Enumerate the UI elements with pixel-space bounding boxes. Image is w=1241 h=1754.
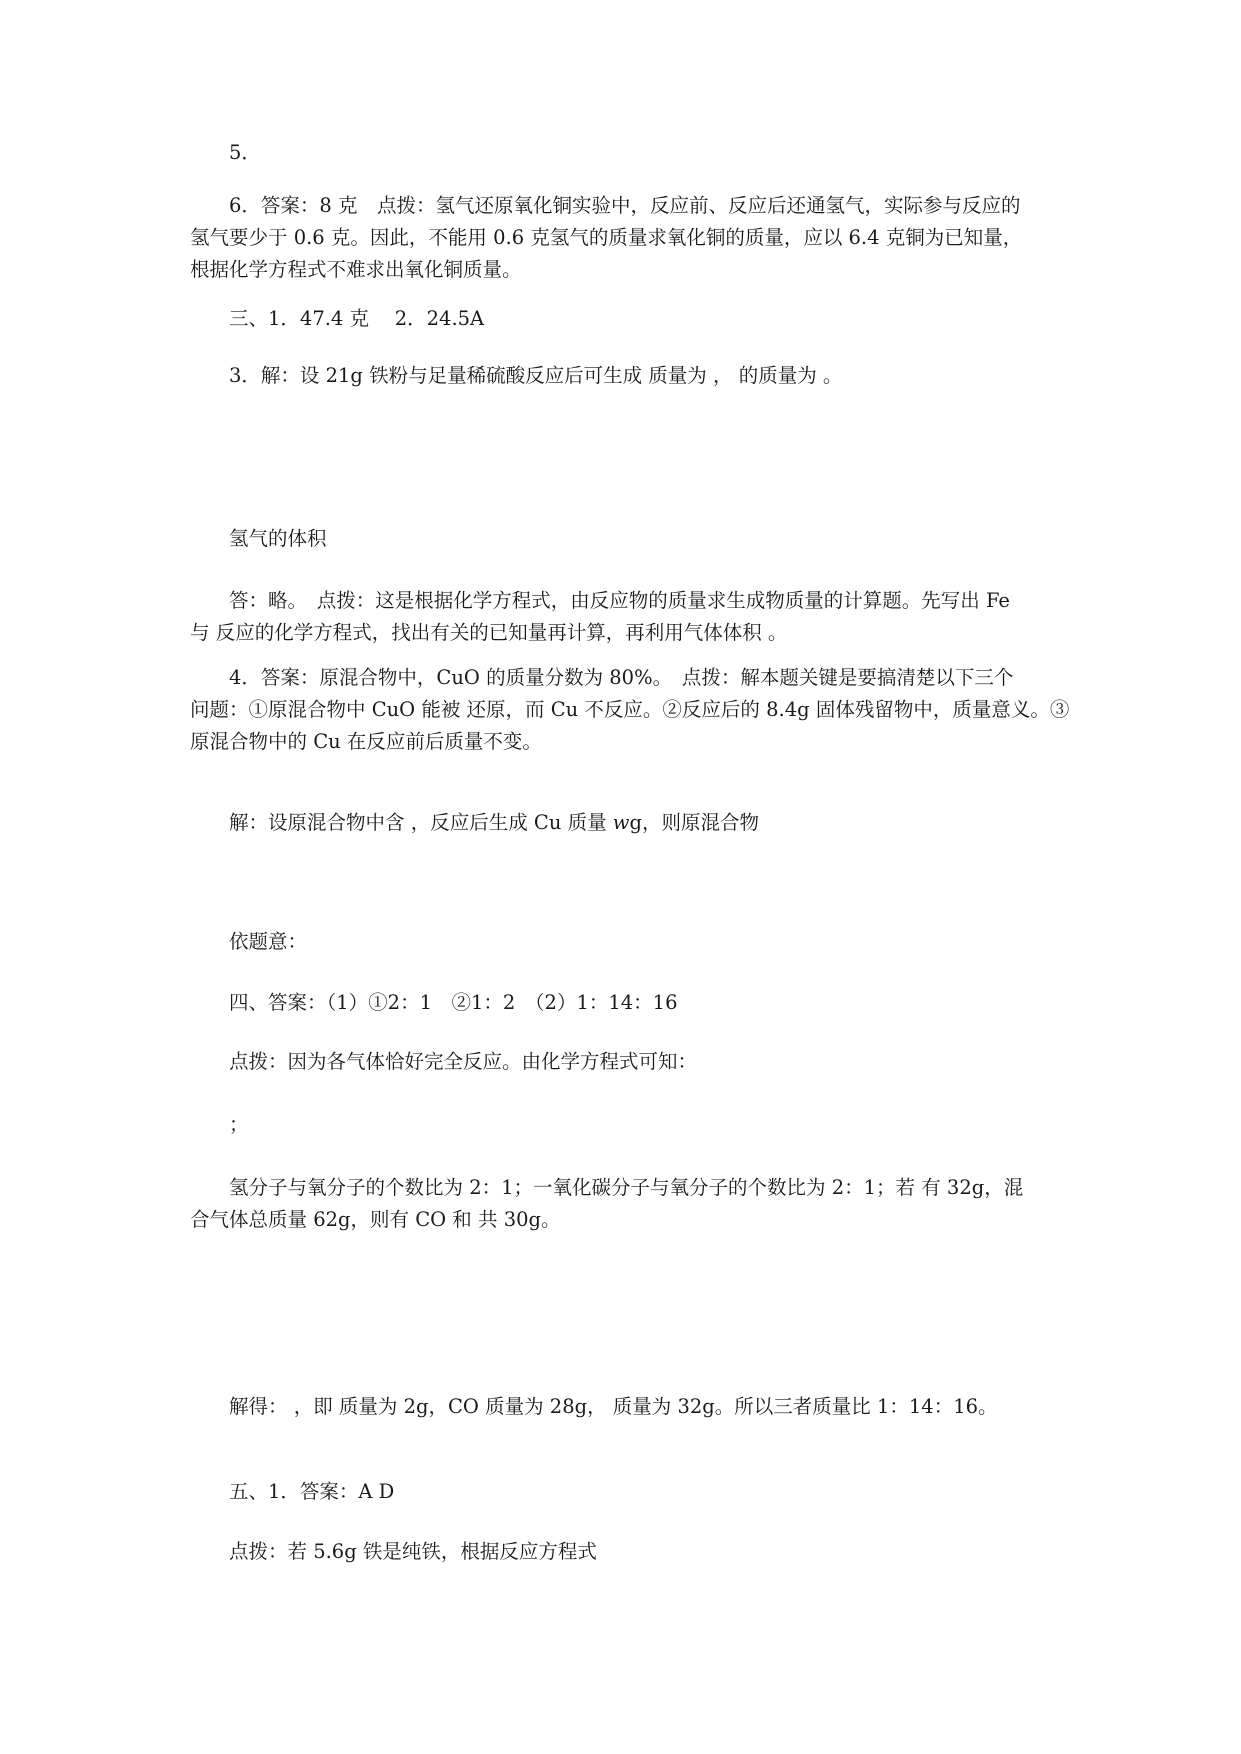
answer-6-line-2: 氢气要少于 0.6 克。因此，不能用 0.6 克氢气的质量求氧化铜的质量，应以 6.4 克铜为已知量，	[190, 226, 1023, 249]
section-4-answer: 四、答案：（1）①2：1 ②1：2 （2）1：14：16	[229, 991, 678, 1014]
section-5-answer: 五、1．答案：A D	[229, 1480, 395, 1503]
semicolon-line: ；	[229, 1113, 249, 1136]
hydrogen-volume: 氢气的体积	[229, 527, 327, 550]
answer-4-line-2: 问题：①原混合物中 CuO 能被 还原，而 Cu 不反应。②反应后的 8.4g 固体残留物中，质量意义。③	[190, 698, 1070, 721]
answer-brief-line-2: 与 反应的化学方程式，找出有关的已知量再计算，再利用气体体积 。	[190, 621, 788, 644]
section-4-hint: 点拨：因为各气体恰好完全反应。由化学方程式可知：	[229, 1050, 698, 1073]
answer-4	[190, 662, 1070, 758]
according-to-question: 依题意：	[229, 930, 308, 953]
solution-3-setup: 3．解：设 21g 铁粉与足量稀硫酸反应后可生成 质量为 ， 的质量为 。	[229, 364, 843, 387]
section-3-answers: 三、1．47.4 克 2．24.5A	[229, 307, 485, 330]
solution-4-text-a: 解：设原混合物中含 ，反应后生成 Cu 质量	[229, 811, 613, 834]
item-5: 5．	[229, 141, 261, 164]
answer-6-line-3: 根据化学方程式不难求出氧化铜质量。	[190, 258, 522, 281]
answer-4-line-3: 原混合物中的 Cu 在反应前后质量不变。	[190, 730, 542, 753]
section-5-hint: 点拨：若 5.6g 铁是纯铁，根据反应方程式	[229, 1540, 597, 1563]
answer-6-line-1: 6．答案：8 克 点拨：氢气还原氧化铜实验中，反应前、反应后还通氢气，实际参与反应的	[229, 194, 1021, 217]
molecule-ratio	[190, 1172, 1060, 1236]
molecule-ratio-line-2: 合气体总质量 62g，则有 CO 和 共 30g。	[190, 1208, 561, 1231]
answer-brief	[190, 585, 1060, 649]
solution-4-setup	[229, 807, 1060, 839]
answer-6	[190, 190, 1060, 286]
solution-4-text-b: g，则原混合物	[629, 811, 759, 834]
result-mass-ratio: 解得： ，即 质量为 2g，CO 质量为 28g， 质量为 32g。所以三者质量比 1：14：16。	[229, 1395, 998, 1418]
answer-4-line-1: 4．答案：原混合物中，CuO 的质量分数为 80%。 点拨：解本题关键是要搞清楚以下三个	[229, 666, 1014, 689]
answer-brief-line-1: 答：略。 点拨：这是根据化学方程式，由反应物的质量求生成物质量的计算题。先写出 Fe	[229, 589, 1010, 612]
molecule-ratio-line-1: 氢分子与氧分子的个数比为 2：1；一氧化碳分子与氧分子的个数比为 2：1；若 有 32g，混	[229, 1176, 1024, 1199]
variable-w: w	[612, 811, 630, 834]
